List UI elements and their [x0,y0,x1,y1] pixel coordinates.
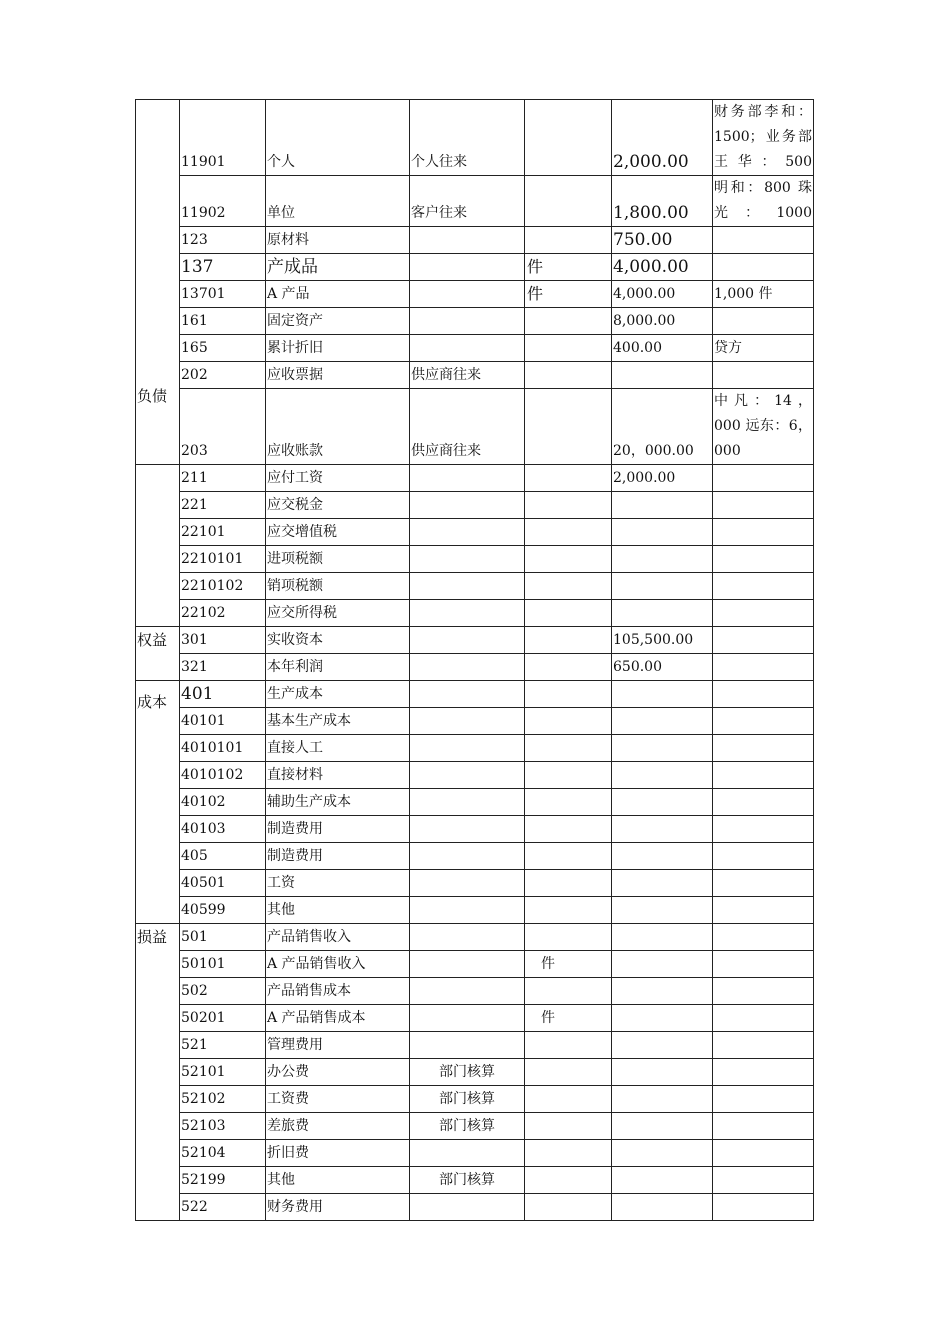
table-row [136,546,814,573]
note-cell [713,573,814,600]
name-cell: 个人 [266,100,410,176]
unit-cell [525,308,612,335]
note-cell [713,708,814,735]
code-cell: 11902 [180,176,266,227]
note-cell: 中凡：14，000 远东：6，000 [713,389,814,465]
name-cell: 工资费 [266,1086,410,1113]
name-cell: 产品销售成本 [266,978,410,1005]
name-cell: 应交增值税 [266,519,410,546]
note-cell [713,254,814,281]
note-cell: 明和：800 珠光：1000 [713,176,814,227]
unit-cell: 件 [525,1005,612,1032]
note-cell [713,978,814,1005]
code-cell: 13701 [180,281,266,308]
aux-cell [410,600,525,627]
table-row [136,1140,814,1167]
table-row [136,335,814,362]
unit-cell [525,600,612,627]
unit-cell [525,627,612,654]
name-cell: 产成品 [266,254,410,281]
aux-cell [410,978,525,1005]
balance-cell: 20，000.00 [612,389,713,465]
note-cell [713,816,814,843]
note-cell [713,924,814,951]
balance-cell: 750.00 [612,227,713,254]
balance-cell [612,1140,713,1167]
table-row [136,951,814,978]
name-cell: 直接人工 [266,735,410,762]
name-cell: 应交税金 [266,492,410,519]
name-cell: 制造费用 [266,816,410,843]
aux-cell [410,897,525,924]
table-row [136,1059,814,1086]
table-row [136,654,814,681]
balance-cell [612,870,713,897]
note-cell [713,492,814,519]
table-row [136,816,814,843]
category-pnl: 损益 [136,924,180,1221]
unit-cell [525,335,612,362]
balance-cell [612,1032,713,1059]
unit-cell [525,816,612,843]
code-cell: 22102 [180,600,266,627]
note-cell [713,519,814,546]
code-cell: 50201 [180,1005,266,1032]
table-row [136,573,814,600]
note-cell [713,600,814,627]
balance-cell: 4,000.00 [612,254,713,281]
balance-cell [612,681,713,708]
note-cell [713,654,814,681]
code-cell: 211 [180,465,266,492]
table-row [136,1194,814,1221]
note-cell [713,1005,814,1032]
table-row [136,897,814,924]
aux-cell [410,254,525,281]
unit-cell [525,1032,612,1059]
aux-cell [410,1194,525,1221]
aux-cell [410,546,525,573]
note-cell [713,1140,814,1167]
code-cell: 161 [180,308,266,335]
aux-cell [410,870,525,897]
aux-cell [410,1005,525,1032]
code-cell: 137 [180,254,266,281]
unit-cell [525,573,612,600]
unit-cell [525,492,612,519]
balance-cell [612,1167,713,1194]
code-cell: 501 [180,924,266,951]
table-row [136,1167,814,1194]
aux-cell [410,843,525,870]
balance-cell: 2,000.00 [612,100,713,176]
balance-cell [612,546,713,573]
aux-cell [410,465,525,492]
balance-cell: 1,800.00 [612,176,713,227]
name-cell: 折旧费 [266,1140,410,1167]
balance-cell: 8,000.00 [612,308,713,335]
name-cell: 应收账款 [266,389,410,465]
balance-cell: 650.00 [612,654,713,681]
balance-cell [612,924,713,951]
code-cell: 221 [180,492,266,519]
table-row [136,1005,814,1032]
table-row [136,362,814,389]
unit-cell [525,176,612,227]
code-cell: 502 [180,978,266,1005]
aux-cell [410,762,525,789]
unit-cell [525,735,612,762]
aux-cell [410,227,525,254]
aux-cell [410,1032,525,1059]
name-cell: 固定资产 [266,308,410,335]
unit-cell [525,1059,612,1086]
table-row [136,281,814,308]
category-cost: 成本 [136,681,180,924]
name-cell: 原材料 [266,227,410,254]
code-cell: 301 [180,627,266,654]
unit-cell: 件 [525,254,612,281]
note-cell [713,227,814,254]
note-cell [713,870,814,897]
table-row [136,789,814,816]
balance-cell [612,492,713,519]
code-cell: 405 [180,843,266,870]
table-row [136,100,814,176]
note-cell [713,465,814,492]
note-cell: 1,000 件 [713,281,814,308]
table-row [136,762,814,789]
code-cell: 4010101 [180,735,266,762]
unit-cell [525,1167,612,1194]
account-table [135,99,814,1221]
note-cell [713,1113,814,1140]
balance-cell [612,1005,713,1032]
code-cell: 521 [180,1032,266,1059]
table-row [136,924,814,951]
unit-cell [525,1194,612,1221]
note-cell [713,1086,814,1113]
table-row [136,627,814,654]
balance-cell [612,951,713,978]
balance-cell: 2,000.00 [612,465,713,492]
code-cell: 52101 [180,1059,266,1086]
balance-cell [612,735,713,762]
note-cell [713,897,814,924]
aux-cell: 部门核算 [410,1113,525,1140]
table-row [136,176,814,227]
name-cell: 其他 [266,1167,410,1194]
name-cell: 基本生产成本 [266,708,410,735]
unit-cell [525,843,612,870]
table-row [136,1086,814,1113]
balance-cell [612,978,713,1005]
balance-cell [612,1086,713,1113]
name-cell: A 产品 [266,281,410,308]
note-cell [713,308,814,335]
aux-cell [410,951,525,978]
aux-cell: 个人往来 [410,100,525,176]
code-cell: 40599 [180,897,266,924]
name-cell: A 产品销售收入 [266,951,410,978]
note-cell [713,1194,814,1221]
aux-cell [410,924,525,951]
unit-cell: 件 [525,951,612,978]
note-cell [713,546,814,573]
balance-cell [612,708,713,735]
aux-cell [410,492,525,519]
balance-cell [612,816,713,843]
code-cell: 11901 [180,100,266,176]
note-cell: 贷方 [713,335,814,362]
code-cell: 123 [180,227,266,254]
table-row [136,978,814,1005]
name-cell: 直接材料 [266,762,410,789]
table-row [136,870,814,897]
code-cell: 40102 [180,789,266,816]
name-cell: 工资 [266,870,410,897]
balance-cell [612,843,713,870]
aux-cell: 部门核算 [410,1167,525,1194]
note-cell [713,1059,814,1086]
aux-cell: 客户往来 [410,176,525,227]
name-cell: 应交所得税 [266,600,410,627]
name-cell: 差旅费 [266,1113,410,1140]
note-cell [713,362,814,389]
name-cell: 进项税额 [266,546,410,573]
aux-cell [410,654,525,681]
unit-cell [525,654,612,681]
code-cell: 50101 [180,951,266,978]
unit-cell [525,1086,612,1113]
aux-cell [410,573,525,600]
name-cell: 其他 [266,897,410,924]
name-cell: 管理费用 [266,1032,410,1059]
balance-cell [612,1194,713,1221]
name-cell: 财务费用 [266,1194,410,1221]
name-cell: 实收资本 [266,627,410,654]
category-liability [136,387,180,627]
code-cell: 2210101 [180,546,266,573]
name-cell: 应收票据 [266,362,410,389]
name-cell: 产品销售收入 [266,924,410,951]
balance-cell [612,600,713,627]
name-cell: 本年利润 [266,654,410,681]
aux-cell [410,519,525,546]
code-cell: 52104 [180,1140,266,1167]
note-cell [713,1167,814,1194]
aux-cell [410,627,525,654]
name-cell: 制造费用 [266,843,410,870]
balance-cell [612,1113,713,1140]
balance-cell [612,362,713,389]
unit-cell [525,978,612,1005]
unit-cell [525,227,612,254]
unit-cell [525,870,612,897]
unit-cell [525,389,612,465]
unit-cell [525,924,612,951]
table-row [136,843,814,870]
unit-cell [525,465,612,492]
note-cell [713,735,814,762]
balance-cell: 400.00 [612,335,713,362]
table-row [136,492,814,519]
name-cell: 销项税额 [266,573,410,600]
note-cell [713,789,814,816]
name-cell: A 产品销售成本 [266,1005,410,1032]
balance-cell [612,519,713,546]
name-cell: 生产成本 [266,681,410,708]
balance-cell: 105,500.00 [612,627,713,654]
note-cell [713,843,814,870]
aux-cell: 供应商往来 [410,389,525,465]
balance-cell [612,789,713,816]
table-row [136,308,814,335]
unit-cell: 件 [525,281,612,308]
table-row [136,1113,814,1140]
code-cell: 202 [180,362,266,389]
code-cell: 22101 [180,519,266,546]
table-row [136,465,814,492]
code-cell: 4010102 [180,762,266,789]
code-cell: 40501 [180,870,266,897]
category-cell-blank [136,100,180,465]
note-cell [713,681,814,708]
note-cell [713,762,814,789]
table-row [136,708,814,735]
unit-cell [525,519,612,546]
aux-cell: 部门核算 [410,1059,525,1086]
balance-cell [612,573,713,600]
aux-cell [410,335,525,362]
aux-cell [410,708,525,735]
code-cell: 401 [180,681,266,708]
code-cell: 321 [180,654,266,681]
unit-cell [525,1140,612,1167]
note-cell [713,1032,814,1059]
balance-cell [612,897,713,924]
aux-cell: 供应商往来 [410,362,525,389]
code-cell: 52102 [180,1086,266,1113]
table-row [136,600,814,627]
table-row [136,1032,814,1059]
unit-cell [525,681,612,708]
name-cell: 单位 [266,176,410,227]
category-equity: 权益 [136,627,180,681]
table-row [136,389,814,465]
balance-cell [612,1059,713,1086]
name-cell: 应付工资 [266,465,410,492]
note-cell: 财务部李和：1500；业务部王华：500 [713,100,814,176]
table-row [136,227,814,254]
table-row [136,735,814,762]
code-cell: 522 [180,1194,266,1221]
code-cell: 203 [180,389,266,465]
note-cell [713,951,814,978]
unit-cell [525,789,612,816]
aux-cell [410,816,525,843]
code-cell: 40101 [180,708,266,735]
balance-cell: 4,000.00 [612,281,713,308]
aux-cell [410,1140,525,1167]
table-row [136,254,814,281]
unit-cell [525,897,612,924]
unit-cell [525,546,612,573]
code-cell: 165 [180,335,266,362]
balance-cell [612,762,713,789]
category-liability-label: 负债 [137,387,168,405]
aux-cell [410,308,525,335]
aux-cell [410,681,525,708]
aux-cell [410,735,525,762]
unit-cell [525,1113,612,1140]
unit-cell [525,100,612,176]
code-cell: 2210102 [180,573,266,600]
unit-cell [525,762,612,789]
aux-cell [410,789,525,816]
unit-cell [525,708,612,735]
table-row [136,519,814,546]
note-cell [713,627,814,654]
name-cell: 累计折旧 [266,335,410,362]
table-row [136,681,814,708]
code-cell: 40103 [180,816,266,843]
name-cell: 办公费 [266,1059,410,1086]
unit-cell [525,362,612,389]
aux-cell [410,281,525,308]
name-cell: 辅助生产成本 [266,789,410,816]
code-cell: 52199 [180,1167,266,1194]
aux-cell: 部门核算 [410,1086,525,1113]
code-cell: 52103 [180,1113,266,1140]
